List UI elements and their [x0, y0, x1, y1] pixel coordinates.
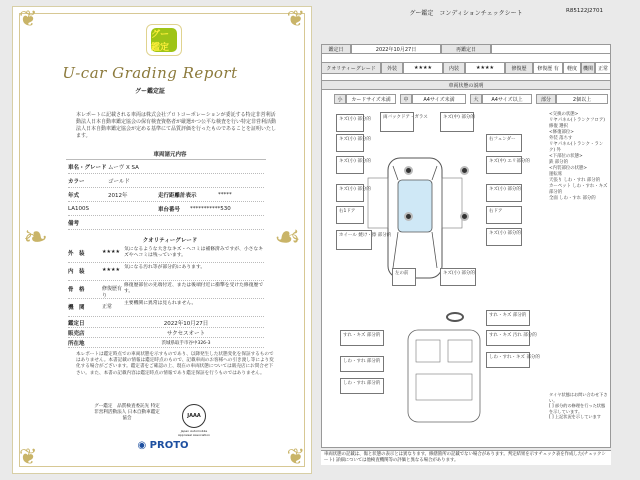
ornament-bottom-right: ❦: [286, 445, 305, 470]
part-label: 部分: [536, 94, 556, 104]
damage-box: [440, 268, 476, 286]
damage-box: [486, 228, 522, 246]
repair-value: 修復歴 有: [533, 62, 563, 74]
part-value: 2個以上: [556, 94, 608, 104]
organization-name: グー鑑定 品質検査委託先 特定非営利活動法人 日本自動車鑑定協会: [94, 404, 160, 421]
damage-box: [336, 156, 371, 174]
damage-label: キズ(小) 部分的: [339, 117, 371, 122]
ornament-bottom-left: ❦: [19, 445, 38, 470]
damage-label: すれ・キズ 汚れ 部分的: [489, 333, 537, 338]
damage-box: [486, 184, 522, 202]
damage-label: 両バックドア・ガラス: [383, 115, 428, 120]
interior-rating: ★★★★: [465, 62, 505, 74]
damage-label: しわ・すれ 部分的: [343, 359, 381, 364]
size-large-value: A4サイズ以上: [482, 94, 532, 104]
ornament-right: ☙: [274, 220, 301, 255]
value: ゴールド: [108, 178, 130, 185]
car-row-model: [68, 202, 264, 216]
label: カラー: [68, 178, 85, 185]
rating: 正常: [102, 304, 113, 310]
quality-row-interior: [68, 264, 264, 281]
label: 車台番号: [158, 206, 181, 213]
damage-label: 右ドア: [489, 209, 503, 214]
damage-box: [336, 184, 371, 202]
tire-front-right-icon: [460, 166, 469, 175]
damage-box: [486, 206, 522, 224]
interior-diagram: [394, 326, 494, 426]
damage-label: すれ・キズ 部分的: [489, 313, 527, 318]
quality-row-exterior: [68, 246, 264, 263]
value: ムーヴ X SA: [108, 164, 139, 171]
interior-outline: [408, 330, 480, 422]
car-right-side: [442, 178, 462, 228]
tire-front-left-icon: [404, 166, 413, 175]
sheet-code: R85122J2701: [566, 8, 603, 14]
label: 販売店: [68, 330, 85, 337]
proto-logo-text: PROTO: [149, 440, 189, 451]
rating: ★★★★: [102, 267, 120, 273]
jaaa-caption: Japan Automobile Appraisal Association: [177, 429, 211, 437]
damage-box: [336, 206, 364, 224]
value: サクセスオート: [166, 330, 206, 337]
appraisal-date-value: 2022年10月27日: [351, 44, 441, 54]
label: 骨 格: [68, 287, 85, 293]
damage-box: [340, 330, 384, 346]
damage-box: [380, 112, 428, 132]
exterior-rating: ★★★★: [403, 62, 443, 74]
damage-label: キズ(中) エリ部分的: [489, 159, 530, 164]
label: LA100S: [68, 205, 89, 212]
damage-label: キズ(小) 部分的: [339, 187, 371, 192]
tire-rear-right-icon: [460, 212, 469, 221]
car-row-name: [68, 160, 264, 174]
quality-heading: クオリティーグレード: [142, 238, 198, 244]
label: 備考: [68, 220, 80, 227]
label: 内 装: [68, 269, 85, 275]
value: 2022年10月27日: [163, 320, 209, 327]
repair-label: 修復歴: [505, 62, 533, 74]
size-small-label: 小: [334, 94, 346, 104]
side-notes: <交換の状態> リヤパネル(トランクフロア) 修復 選択 <修復部位> 外装 落ちす リヤパネル(トランク・ランク) 外 <下部位の状態> 鉄 部分的 <内装部位の状態> 運転席 天張り しわ・すれ 部分的 カーペット しわ・すれ・キズ 部分的 全面 しわ・すれ 部分的: [549, 112, 608, 201]
car-roof: [398, 180, 432, 232]
car-row-notes: [68, 216, 264, 230]
quality-row-frame: [68, 282, 264, 299]
value: 2012年: [108, 192, 128, 199]
damage-box: [486, 330, 537, 346]
comment: 修復歴部位の先端付近、または後端付近に衝撃を受けた修復歴です。: [124, 283, 264, 294]
comment: 気になるような大きなキズ・ヘコミは補修済みですが、小さなキズやヘコミは残っています。: [124, 247, 264, 258]
damage-label: キズ(中) 部分的: [443, 115, 475, 120]
quality-row-engine: [68, 300, 264, 317]
interior-label: 内装: [443, 62, 465, 74]
damage-box: [336, 134, 371, 152]
steering-wheel-icon: [446, 312, 464, 322]
damage-box: [340, 378, 384, 394]
rating: 修復歴有 り: [102, 286, 123, 299]
label: 車名・グレード: [68, 164, 107, 171]
certificate-intro: 本レポートに記載される車両は株式会社プロトコーポレーションが委託する特定非営利活動法人日本自動車鑑定協会の保有検査資格者が厳選かつ公平な検査を行い特定非営利活動法人日本自動車鑑定協会が定める基準にて品質評価を行ったものであることを証明いたします。: [76, 112, 277, 139]
rating: ★★★★: [102, 249, 120, 255]
sheet-footer: 車両状態の記載は、傷と状態の表示とは異なります。修繕箇所の記載でない場合があります。判定結果を示すチェック表を作成した(チェックシート) 詳細については他検査機関等の評価と異なる場合があります。: [321, 450, 611, 465]
damage-box: [336, 114, 371, 132]
car-row-year: [68, 188, 264, 202]
damage-label: すれ・キズ 部分的: [343, 333, 381, 338]
damage-box: [486, 156, 530, 174]
damage-label: 右フェンダー: [489, 137, 516, 142]
label: 鑑定日: [68, 320, 85, 327]
goo-logo: [146, 24, 182, 56]
damage-box: [486, 134, 522, 152]
label: 走行距離計表示: [158, 192, 197, 199]
damage-label: しわ・すれ・キズ 部分的: [489, 355, 540, 360]
certificate-title: U-car Grading Report: [62, 64, 238, 82]
size-small-value: カードサイズ未満: [346, 94, 396, 104]
damage-box: [336, 230, 392, 250]
reappraisal-value: [491, 44, 611, 54]
appraisal-date-label: 鑑定日: [321, 44, 351, 54]
value: 茨城県取手市谷中326-3: [161, 340, 211, 346]
value: *****: [218, 191, 232, 198]
tire-note: タイヤ状態はお問い合わせ下さい。 [ ] 部分的の修理を行った状態を示しています。 [ ] 上記状況を示しています: [549, 392, 608, 419]
comment: 主要機関に異常は見られません。: [124, 301, 197, 306]
size-large-label: 大: [470, 94, 482, 104]
appraisal-date-row: [68, 318, 264, 328]
label: 機 関: [68, 305, 85, 311]
location-row: [68, 338, 264, 348]
damage-box: [340, 356, 384, 372]
label: 所在地: [68, 340, 85, 347]
car-specs-heading: 車両諸元内容: [153, 152, 187, 158]
damage-label: 右1ドア: [339, 209, 356, 214]
car-row-color: [68, 174, 264, 188]
damage-box: [392, 268, 416, 286]
proto-logo: ◉ PROTO: [137, 440, 189, 451]
vehicle-condition-heading: 車両状態の説明: [321, 80, 611, 90]
damage-box: [486, 310, 530, 326]
certificate-footnote: 本レポートは鑑定時点での車両状態を示すものであり、以降発生した状態変化を保証するものではありません。本書記載の情報は鑑定時点のもので、記載車両のお客様への引き渡し等により変化する場合がございます。鑑定書をご確認の上、現在の車両状態については販売店にお問合せ下さい。また、本書の記載内容は鑑定時点の情報であり鑑定保証を行うものではありません。: [76, 352, 274, 376]
size-mid-value: A4サイズ未満: [412, 94, 466, 104]
jaaa-seal: JAAA: [182, 404, 206, 428]
damage-box: [440, 112, 474, 132]
ornament-left: ❧: [23, 220, 49, 255]
ornament-top-right: ❦: [286, 7, 305, 32]
exterior-label: 外装: [381, 62, 403, 74]
engine-label: 機関: [581, 62, 595, 74]
comment: 気になる汚れ等が部分的にあります。: [124, 265, 206, 270]
sheet-header-title: グー鑑定 コンディションチェックシート: [409, 10, 523, 17]
size-mid-label: 中: [400, 94, 412, 104]
damage-label: キズ(小) 部分的: [339, 137, 371, 142]
value: ***********530: [190, 205, 231, 212]
car-left-side: [368, 178, 388, 228]
damage-label: キズ(小) 部分的: [489, 187, 521, 192]
tire-rear-left-icon: [404, 212, 413, 221]
repair-sub: 軽度: [563, 62, 581, 74]
certificate-subtitle: グー鑑定証: [134, 88, 165, 95]
damage-label: キズ(小) 部分的: [443, 271, 475, 276]
ornament-top-left: ❦: [19, 7, 38, 32]
damage-label: 左の前: [395, 271, 409, 276]
shop-row: [68, 328, 264, 338]
damage-label: キズ(小) 部分的: [339, 159, 371, 164]
engine-value: 正常: [595, 62, 611, 74]
label: 年式: [68, 192, 80, 199]
reappraisal-label: 再鑑定日: [441, 44, 491, 54]
goo-logo-badge: グー鑑定: [151, 28, 177, 52]
quality-grade-label: クオリティーグレード: [321, 62, 381, 74]
damage-label: しわ・すれ 部分的: [343, 381, 381, 386]
label: 外 装: [68, 251, 85, 257]
damage-label: キズ(小) 部分的: [489, 231, 521, 236]
damage-label: ホイール 焼け・擦 部分的: [339, 233, 392, 238]
damage-box: [486, 352, 540, 368]
